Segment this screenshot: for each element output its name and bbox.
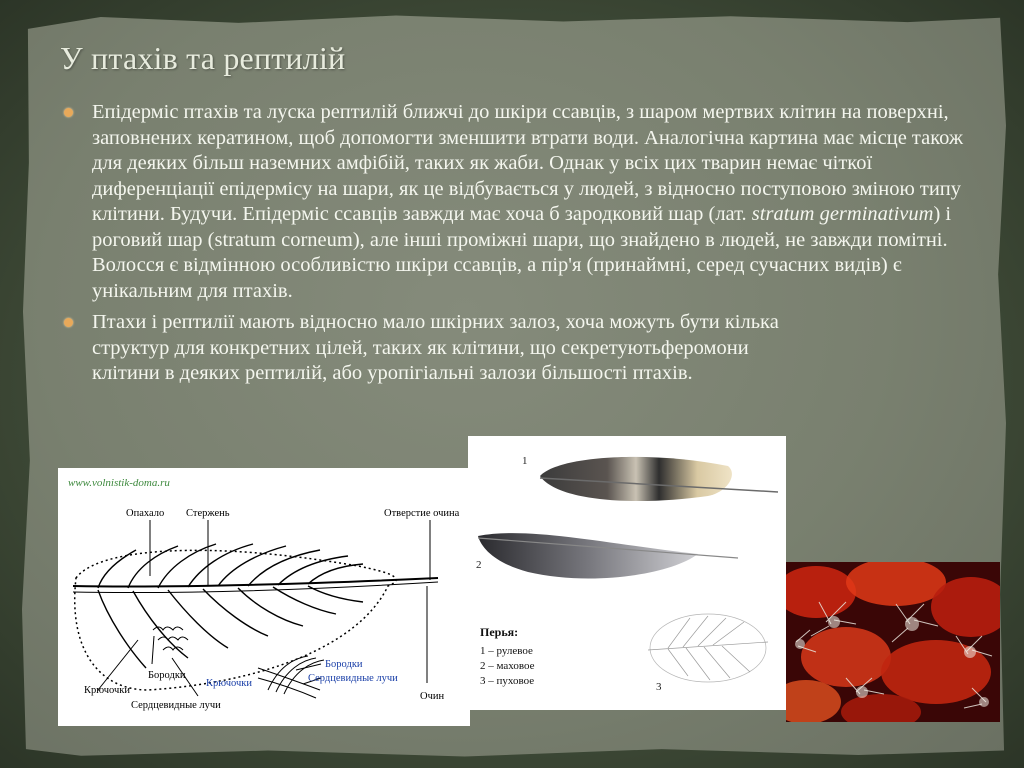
label-kryuchochki-detail: Крючочки [206,678,252,689]
slide-title: У птахів та рептилій [60,40,346,76]
feathers-legend-item: 2 – маховое [480,660,535,672]
bullet-item [64,100,964,304]
label-ochin: Очин [420,691,445,702]
feathers-legend-item: 1 – рулевое [480,645,533,657]
bullet-icon [64,318,73,327]
label-serdtsevidnye: Сердцевидные лучи [131,700,221,711]
feather-number-3: 3 [656,681,662,693]
label-otverstie: Отверстие очина [384,508,460,519]
bullet-icon [64,108,73,117]
feathers-legend-title: Перья: [480,625,519,639]
label-sterzhen: Стержень [186,508,230,519]
feathers-legend-item: 3 – пуховое [480,675,535,687]
photo-drawing [786,562,1000,722]
feather-types-illustration [468,436,786,710]
feather-structure-diagram [58,468,470,726]
diagram-watermark: www.volnistik-doma.ru [68,477,170,489]
label-kryuchochki: Крючочки [84,685,130,696]
bullet-text-part: ) і роговий шар (stratum corneum), але інші проміжні шари, що знайдено в людей, не завжди помітні. Волосся є відмінною особливістю шкіри ссавців, а пір'я (принаймні, серед сучасних видів) є унікальним для птахів. [92,203,952,302]
label-borodki-detail: Бородки [325,659,363,670]
colorful-feathers-photo [786,562,1000,722]
feather-number-1: 1 [522,455,528,467]
label-opakhalo: Опахало [126,508,165,519]
bullet-text: Птахи і рептилії мають відносно мало шкірних залоз, хоча можуть бути кілька структур для конкретних цілей, таких як клітини, що секретуютьферомони клітини в деяких рептилій, або уропігіальні залози більшості птахів. [92,311,779,384]
label-serdtsevidnye-detail: Сердцевидные лучи [308,673,398,684]
bullet-text-italic: stratum germinativum [751,203,934,225]
bullet-text-part: Епідерміс птахів та луска рептилій ближчі до шкіри ссавців, з шаром мертвих клітин на поверхні, заповнених кератином, щоб допомогти зменшити втрати води. Аналогічна картина має місце також для деяких більш наземних амфібій, таких як жаби. Однак у всіх цих тварин немає чіткої диференціації епідермісу на шари, як це відбувається у людей, з відносно поступовою зміною типу клітини. Будучи. Епідерміс ссавців завжди має хоча б зародковий шар (лат. [92,101,964,225]
feathers-drawing [468,436,786,710]
diagram-drawing [58,468,470,726]
label-borodki: Бородки [148,670,186,681]
down-feather [648,614,768,682]
feather-number-2: 2 [476,559,482,571]
bullet-item [64,310,964,387]
bullet-list [64,100,964,393]
